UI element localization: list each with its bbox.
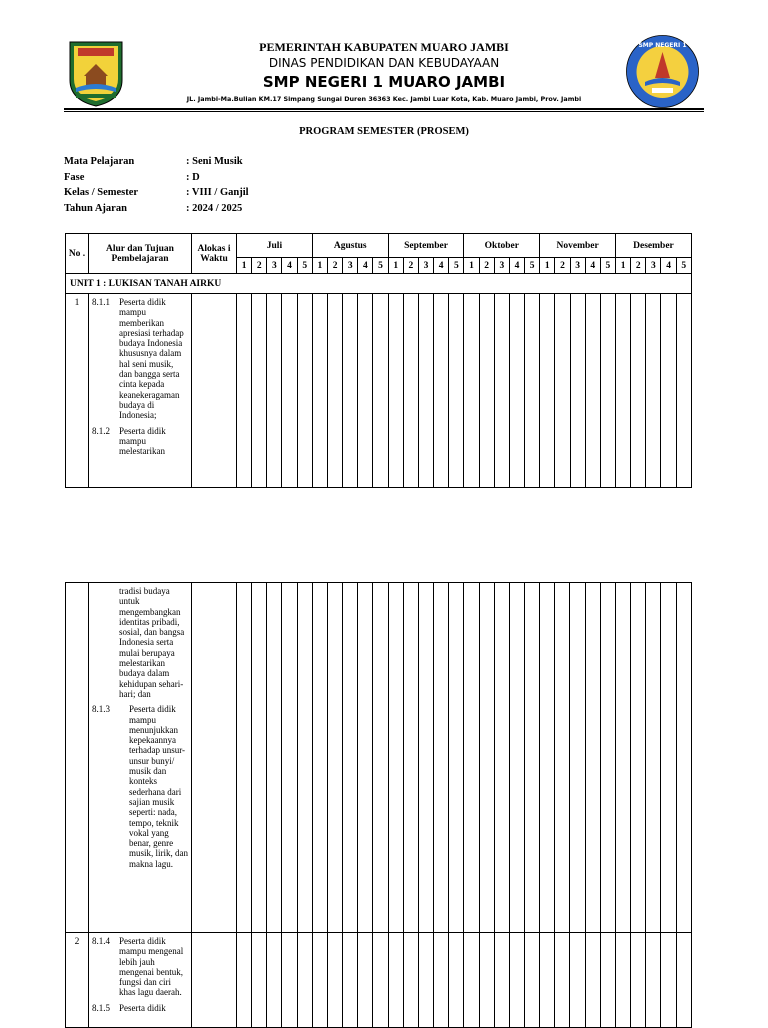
objective-code: 8.1.5	[92, 1002, 110, 1013]
week-cell	[327, 933, 342, 1028]
objective-text: Peserta didik	[119, 1002, 166, 1013]
week-cell	[297, 933, 312, 1028]
unit-title: UNIT 1 : LUKISAN TANAH AIRKU	[66, 274, 692, 294]
week-header: 4	[585, 258, 600, 274]
header-rule-thin	[64, 111, 704, 112]
week-cell	[327, 583, 342, 933]
week-cell	[449, 294, 464, 488]
week-cell	[646, 583, 661, 933]
week-cell	[267, 583, 282, 933]
week-cell	[464, 294, 479, 488]
week-cell	[585, 933, 600, 1028]
week-header: 3	[494, 258, 509, 274]
week-cell	[328, 294, 343, 488]
objective-code: 8.1.4	[92, 936, 110, 946]
week-cell	[631, 583, 646, 933]
week-cell	[600, 933, 615, 1028]
week-cell	[252, 294, 267, 488]
table-row	[66, 294, 692, 488]
week-cell	[403, 933, 418, 1028]
week-cell	[449, 933, 464, 1028]
learning-objectives-cell	[89, 294, 192, 488]
month-header: Desember	[616, 234, 692, 258]
week-cell	[434, 933, 449, 1028]
week-cell	[631, 933, 646, 1028]
objective-item	[92, 426, 188, 457]
learning-objectives-cell	[89, 933, 192, 1028]
week-header: 4	[661, 258, 676, 274]
week-cell	[282, 583, 297, 933]
week-cell	[237, 583, 252, 933]
week-cell	[646, 933, 661, 1028]
week-cell	[282, 294, 297, 488]
week-cell	[676, 294, 691, 488]
school-address: JL. Jambi-Ma.Bulian KM.17 Simpang Sungai Duren 36363 Kec. Jambi Luar Kota, Kab. Muaro Jambi, Prov. Jambi	[186, 95, 582, 103]
week-header: 1	[464, 258, 479, 274]
prosem-table-continued	[65, 582, 692, 1028]
week-cell	[418, 294, 433, 488]
week-cell	[252, 933, 267, 1028]
week-cell	[403, 294, 418, 488]
col-alokasi-header: Alokas i Waktu	[192, 234, 237, 274]
week-header: 4	[282, 258, 297, 274]
objective-text: Peserta didik mampu mengenal lebih jauh mengenai bentuk, fungsi dan ciri khas lagu daerah.	[119, 936, 184, 998]
week-cell	[358, 933, 373, 1028]
week-cell	[388, 583, 403, 933]
week-cell	[479, 933, 494, 1028]
objective-code: 8.1.2	[92, 425, 110, 436]
week-header: 5	[373, 258, 388, 274]
col-alur-header: Alur dan Tujuan Pembelajaran	[89, 234, 192, 274]
header-rule-thick	[64, 108, 704, 110]
week-cell	[464, 583, 479, 933]
week-cell	[615, 933, 630, 1028]
week-header: 2	[479, 258, 494, 274]
week-cell	[570, 933, 585, 1028]
week-cell	[418, 933, 433, 1028]
week-cell	[312, 294, 327, 488]
week-cell	[555, 933, 570, 1028]
document-meta	[64, 156, 249, 218]
gov-name: PEMERINTAH KABUPATEN MUARO JAMBI	[259, 40, 509, 54]
week-cell	[661, 583, 676, 933]
table-row	[66, 583, 692, 933]
week-cell	[494, 933, 509, 1028]
table-row	[66, 933, 692, 1028]
week-cell	[434, 583, 449, 933]
week-cell	[297, 294, 312, 488]
week-header: 2	[328, 258, 343, 274]
week-header: 2	[555, 258, 570, 274]
week-header: 3	[267, 258, 282, 274]
week-cell	[509, 933, 524, 1028]
week-header: 3	[570, 258, 585, 274]
objective-text: Peserta didik mampu menunjukkan kepekaannya terhadap unsur-unsur bunyi/ musik dan konteks sederhana dari sajian musik seperti: nada, tempo, teknik vokal yang benar, genre musik, lirik, dan makna lagu.	[129, 704, 188, 869]
week-header: 4	[509, 258, 524, 274]
week-cell	[449, 583, 464, 933]
week-header: 2	[631, 258, 646, 274]
badge-text: SMP NEGERI 1	[638, 42, 687, 49]
objective-code	[92, 586, 119, 699]
week-cell	[343, 933, 358, 1028]
week-cell	[403, 583, 418, 933]
objective-item	[92, 704, 188, 869]
alokasi-cell	[192, 294, 237, 488]
week-cell	[570, 294, 585, 488]
week-cell	[494, 294, 509, 488]
week-cell	[479, 294, 494, 488]
week-header: 5	[600, 258, 615, 274]
week-header: 1	[616, 258, 631, 274]
week-cell	[388, 294, 403, 488]
week-cell	[676, 933, 691, 1028]
week-cell	[373, 583, 388, 933]
week-cell	[540, 294, 555, 488]
kabupaten-muaro-jambi-crest-icon	[66, 36, 126, 108]
week-cell	[388, 933, 403, 1028]
week-cell	[509, 583, 524, 933]
document-title: PROGRAM SEMESTER (PROSEM)	[299, 126, 469, 137]
week-header: 1	[237, 258, 252, 274]
week-cell	[418, 583, 433, 933]
week-header: 3	[418, 258, 433, 274]
week-cell	[252, 583, 267, 933]
week-cell	[646, 294, 661, 488]
week-cell	[555, 294, 570, 488]
row-number: 2	[66, 933, 89, 1028]
objective-text: tradisi budaya untuk mengembangkan identitas pribadi, sosial, dan bangsa Indonesia serta mulai berupaya melestarikan budaya dalam kehidupan sehari-hari; dan	[119, 586, 185, 699]
alokasi-cell	[192, 933, 237, 1028]
objective-code: 8.1.1	[92, 297, 110, 307]
week-header: 2	[403, 258, 418, 274]
week-cell	[616, 294, 631, 488]
department-name: DINAS PENDIDIKAN DAN KEBUDAYAAN	[268, 56, 500, 70]
objective-text: Peserta didik mampu memberikan apresiasi terhadap budaya Indonesia khususnya dalam hal seni musik, dan bangga serta cinta kepada keanekeragaman budaya di Indonesia;	[119, 297, 184, 421]
week-header: 3	[646, 258, 661, 274]
week-header: 1	[312, 258, 327, 274]
week-cell	[540, 583, 555, 933]
week-cell	[631, 294, 646, 488]
objective-item	[92, 1003, 188, 1013]
alokasi-cell	[192, 583, 237, 933]
meta-row: Fase : D	[64, 171, 200, 183]
smp-negeri-1-badge-icon	[625, 34, 700, 109]
week-cell	[312, 933, 327, 1028]
week-cell	[358, 294, 373, 488]
month-header: Juli	[237, 234, 313, 258]
week-cell	[358, 583, 373, 933]
week-cell	[237, 294, 252, 488]
school-name: SMP NEGERI 1 MUARO JAMBI	[262, 73, 506, 91]
objective-item	[92, 936, 188, 998]
week-cell	[282, 933, 297, 1028]
row-number	[66, 583, 89, 933]
week-cell	[434, 294, 449, 488]
week-header: 5	[525, 258, 540, 274]
week-cell	[267, 294, 282, 488]
week-cell	[464, 933, 479, 1028]
week-cell	[525, 294, 540, 488]
week-header: 2	[252, 258, 267, 274]
week-cell	[237, 933, 252, 1028]
month-header: Oktober	[464, 234, 540, 258]
week-header: 5	[449, 258, 464, 274]
week-cell	[540, 933, 555, 1028]
week-cell	[343, 294, 358, 488]
week-cell	[570, 583, 585, 933]
row-number: 1	[66, 294, 89, 488]
week-cell	[661, 294, 676, 488]
week-cell	[615, 583, 630, 933]
meta-row: Tahun Ajaran : 2024 / 2025	[64, 202, 243, 214]
week-cell	[600, 294, 615, 488]
month-header: Agustus	[312, 234, 388, 258]
week-cell	[373, 294, 388, 488]
week-cell	[373, 933, 388, 1028]
col-no-header: No .	[66, 234, 89, 274]
meta-row: Mata Pelajaran : Seni Musik	[64, 156, 243, 167]
meta-row: Kelas / Semester : VIII / Ganjil	[64, 187, 249, 198]
objective-code: 8.1.3	[92, 704, 110, 715]
week-cell	[676, 583, 691, 933]
learning-objectives-cell	[89, 583, 192, 933]
week-cell	[661, 933, 676, 1028]
week-cell	[509, 294, 524, 488]
week-header: 4	[434, 258, 449, 274]
month-header: November	[540, 234, 616, 258]
week-header: 1	[388, 258, 403, 274]
week-cell	[312, 583, 327, 933]
week-cell	[494, 583, 509, 933]
letterhead	[0, 0, 768, 120]
week-header: 5	[676, 258, 691, 274]
week-cell	[524, 583, 539, 933]
month-header: September	[388, 234, 464, 258]
week-header: 1	[540, 258, 555, 274]
week-cell	[585, 294, 600, 488]
week-cell	[297, 583, 312, 933]
week-cell	[555, 583, 570, 933]
week-header: 3	[343, 258, 358, 274]
week-header: 5	[297, 258, 312, 274]
week-cell	[479, 583, 494, 933]
objective-text: Peserta didik mampu melestarikan	[119, 425, 166, 457]
week-header: 4	[358, 258, 373, 274]
objective-item	[92, 586, 188, 699]
prosem-table	[65, 233, 692, 488]
week-cell	[585, 583, 600, 933]
week-cell	[600, 583, 615, 933]
week-cell	[524, 933, 539, 1028]
objective-item	[92, 297, 188, 421]
week-cell	[267, 933, 282, 1028]
week-cell	[343, 583, 358, 933]
